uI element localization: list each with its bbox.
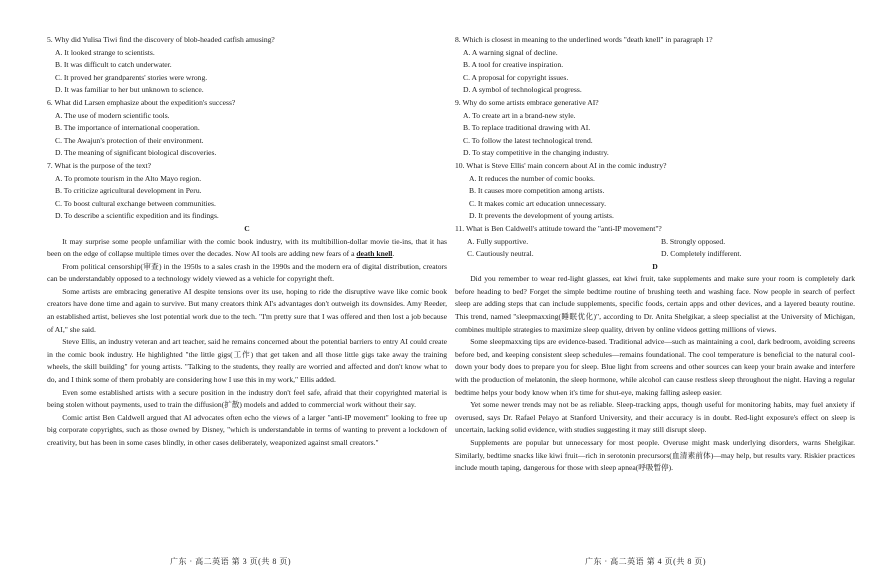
passage-paragraph: Even some established artists with a secure position in the industry don't feel safe, afraid that their copyrighted material is being stolen without payments, used to train the diffusion(扩散) models and added to commercial work without their say. bbox=[47, 387, 447, 410]
option: A. The use of modern scientific tools. bbox=[55, 110, 170, 120]
section-heading-c: C bbox=[244, 223, 250, 233]
option: B. A tool for creative inspiration. bbox=[463, 60, 564, 70]
option: B. It was difficult to catch underwater. bbox=[55, 60, 172, 70]
question-stem: 7. What is the purpose of the text? bbox=[47, 160, 152, 170]
option: C. Cautiously neutral. bbox=[467, 249, 534, 259]
question-stem: 10. What is Steve Ellis' main concern about AI in the comic industry? bbox=[455, 160, 667, 170]
passage-paragraph: Did you remember to wear red-light glasses, eat kiwi fruit, take supplements and make sure your room is completely dark before heading to bed? Forget the simple bedtime routine of brushing teeth and washing face. Now people in search of perfect sleep are adding steps that can include supplements, specific foods, certain apps and other devices, and a layered beauty routine. This trend, named "sleepmaxxing(睡眠优化)", according to Dr. Anita Shelgikar, a sleep specialist at the University of Michigan, combines multiple strategies to maximize sleep quality, driven by online videos getting millions of views. bbox=[455, 274, 855, 334]
option: B. It causes more competition among artists. bbox=[469, 186, 605, 196]
option: D. It was familiar to her but unknown to science. bbox=[55, 85, 204, 95]
underlined-keyword: death knell bbox=[356, 249, 393, 259]
passage-paragraph: Steve Ellis, an industry veteran and art teacher, said he remains concerned about the potential barriers to entry AI could create in the comic book industry. He highlighted "the little gigs(工作) that get taken and all those little gigs take away the training wheels, the skill building" for young artists. "Talking to the students, they really are worried and affected and don't know what to do, and I think some of them probably are considering how I use this in my work," Ellis added. bbox=[47, 337, 447, 385]
option: B. To replace traditional drawing with AI. bbox=[463, 123, 591, 133]
passage-paragraph: Supplements are popular but unnecessary for most people. Overuse might mask underlying disorders, warns Shelgikar. Similarly, bedtime snacks like kiwi fruit—rich in serotonin precursors(血清素前体)—may help, but results vary. Riskier practices include mouth taping, dangerous for those with sleep apnea(呼吸暂停). bbox=[455, 438, 855, 473]
passage-paragraph: Some sleepmaxxing tips are evidence-based. Traditional advice—such as maintaining a cool, dark bedroom, avoiding screens before bed, and keeping consistent sleep schedules—remains foundational. The cool temperature is beneficial to the natural cool-down your body does to prepare you for sleep. Blue light from screens and other sources can keep your brain awake and interfere with the production of melatonin, the sleep hormone, while alcohol can cause restless sleep throughout the night. Having a regular bedtime helps your body know when it's time for shut-eye, making falling asleep easier. bbox=[455, 337, 855, 397]
question-10 bbox=[455, 160, 855, 223]
option: D. Completely indifferent. bbox=[661, 249, 742, 259]
section-heading-d: D bbox=[652, 261, 658, 271]
option: D. It prevents the development of young artists. bbox=[469, 211, 614, 221]
option: D. The meaning of significant biological discoveries. bbox=[55, 148, 217, 158]
option: C. To boost cultural exchange between communities. bbox=[55, 198, 216, 208]
option: B. The importance of international cooperation. bbox=[55, 123, 200, 133]
question-stem: 5. Why did Yulisa Tiwi find the discovery of blob-headed catfish amusing? bbox=[47, 35, 275, 44]
option: C. It proved her grandparents' stories were wrong. bbox=[55, 72, 208, 82]
question-stem: 9. Why do some artists embrace generative AI? bbox=[455, 97, 599, 107]
page-footer-right: 广东 · 高二英语 第 4 页(共 8 页) bbox=[585, 557, 706, 566]
paragraph-text: It may surprise some people unfamiliar with the comic book industry, with its multibillion-dollar movie tie-ins, that it has been on the edge of collapse multiple times over the decades. Now AI tools are adding new fears of a bbox=[47, 236, 447, 259]
question-6 bbox=[47, 97, 447, 160]
option: C. To follow the latest technological trend. bbox=[463, 135, 593, 145]
option: A. It looked strange to scientists. bbox=[55, 47, 155, 57]
question-stem: 8. Which is closest in meaning to the underlined words "death knell" in paragraph 1? bbox=[455, 35, 713, 44]
option: A. Fully supportive. bbox=[467, 236, 529, 246]
passage-paragraph: Comic artist Ben Caldwell argued that AI advocates often echo the views of a larger "anti-IP movement" looking to free up big corporate copyrights, such as those owned by Disney, "which is understandable in terms of wanting to prevent a lockdown of creativity, but has been in some cases blindly, in other cases deliberately, weaponized against small creators." bbox=[47, 412, 447, 447]
paragraph-text: . bbox=[392, 249, 395, 259]
option: B. Strongly opposed. bbox=[661, 236, 726, 246]
option: A. To promote tourism in the Alto Mayo region. bbox=[55, 173, 202, 183]
question-11 bbox=[455, 223, 855, 261]
question-8 bbox=[455, 34, 855, 97]
option: C. It makes comic art education unnecessary. bbox=[469, 198, 606, 208]
options-grid bbox=[455, 236, 855, 261]
option: A. It reduces the number of comic books. bbox=[469, 173, 595, 183]
question-7 bbox=[47, 160, 447, 223]
passage-paragraph: Some artists are embracing generative AI despite tensions over its use, hoping to ride the disruptive wave like comic book creators have done time and again to survive. But many creators think AI's advantages don't outweigh its downsides. Amy Reeder, an established artist, believes she lost potential work due to the tech. "I'm pretty sure that I was offered and then lost a job because of AI," she said. bbox=[47, 286, 447, 334]
passage-paragraph: Yet some newer trends may not be as reliable. Sleep-tracking apps, though useful for monitoring habits, may fuel anxiety if overused, says Dr. Rafael Pelayo at Stanford University, and their accuracy is in doubt. Red-light exposure's effect on sleep is uncertain, lacking solid evidence, with studies suggesting it may still disrupt sleep. bbox=[455, 400, 855, 435]
option: A. To create art in a brand-new style. bbox=[463, 110, 576, 120]
option: C. The Awajun's protection of their environment. bbox=[55, 135, 204, 145]
question-stem: 11. What is Ben Caldwell's attitude toward the "anti-IP movement"? bbox=[455, 223, 662, 233]
right-page bbox=[455, 34, 855, 475]
option: D. A symbol of technological progress. bbox=[463, 85, 582, 95]
passage-paragraph bbox=[47, 236, 447, 261]
option: C. A proposal for copyright issues. bbox=[463, 72, 569, 82]
option: B. To criticize agricultural development in Peru. bbox=[55, 186, 202, 196]
option: D. To describe a scientific expedition and its findings. bbox=[55, 211, 219, 221]
option: A. A warning signal of decline. bbox=[463, 47, 558, 57]
option: D. To stay competitive in the changing industry. bbox=[463, 148, 609, 158]
page-footer-left: 广东 · 高二英语 第 3 页(共 8 页) bbox=[170, 557, 291, 566]
left-page bbox=[47, 34, 447, 450]
question-5 bbox=[47, 34, 447, 97]
passage-paragraph: From political censorship(审查) in the 1950s to a sales crash in the 1990s and the modern era of digital distribution, creators can be understandably opposed to a technology widely viewed as a vehicle for copyright theft. bbox=[47, 261, 447, 284]
question-9 bbox=[455, 97, 855, 160]
question-stem: 6. What did Larsen emphasize about the expedition's success? bbox=[47, 97, 236, 107]
